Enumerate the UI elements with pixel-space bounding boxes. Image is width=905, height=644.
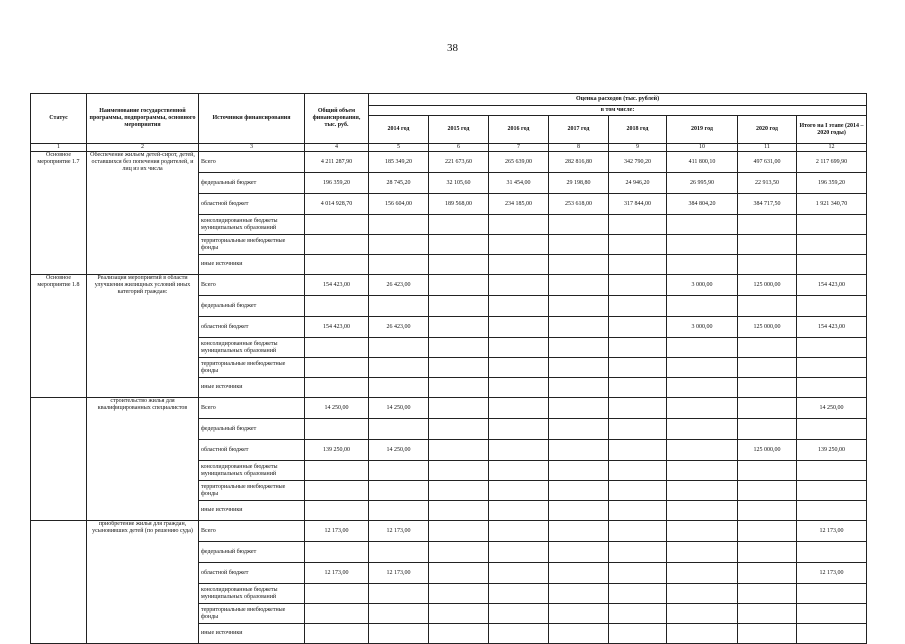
value-cell-y2017 [549,317,609,338]
value-cell-y2018 [609,624,667,644]
funding-source-cell: консолидированные бюджеты муниципальных образований [199,215,305,235]
value-cell-y2016 [489,624,549,644]
value-cell-y2018 [609,604,667,624]
value-cell-y2018 [609,521,667,542]
value-cell-y2017 [549,235,609,255]
value-cell-y2018 [609,440,667,461]
value-cell-y2017 [549,419,609,440]
value-cell-y2016 [489,398,549,419]
funding-source-cell: территориальные внебюджетные фонды [199,481,305,501]
funding-source-cell: федеральный бюджет [199,173,305,194]
value-cell-y2018 [609,563,667,584]
value-cell-y2015 [429,461,489,481]
value-cell-total [305,378,369,398]
value-cell-y2019 [667,255,738,275]
value-cell-y2017 [549,440,609,461]
measure-name-cell: Обеспечение жильем детей-сирот, детей, оставшихся без попечения родителей, и лиц из их числа [87,152,199,275]
funding-source-cell: иные источники [199,255,305,275]
value-cell-total [305,481,369,501]
value-cell-y2018 [609,461,667,481]
value-cell-y2019 [667,215,738,235]
value-cell-y2014: 26 423,00 [369,317,429,338]
value-cell-y2020: 125 000,00 [738,317,797,338]
column-number: 3 [199,144,305,152]
value-cell-y2019 [667,584,738,604]
value-cell-y2018 [609,378,667,398]
value-cell-y2020: 384 717,50 [738,194,797,215]
value-cell-total [305,584,369,604]
value-cell-y2019 [667,338,738,358]
value-cell-y2014 [369,461,429,481]
value-cell-y2014 [369,338,429,358]
funding-source-cell: консолидированные бюджеты муниципальных образований [199,584,305,604]
value-cell-stage [797,235,867,255]
value-cell-y2020 [738,501,797,521]
value-cell-total [305,604,369,624]
column-number: 2 [87,144,199,152]
value-cell-y2016 [489,501,549,521]
value-cell-y2014 [369,481,429,501]
budget-table [30,93,867,644]
value-cell-y2019: 411 800,10 [667,152,738,173]
value-cell-y2014 [369,255,429,275]
value-cell-y2016 [489,461,549,481]
value-cell-stage [797,542,867,563]
value-cell-stage: 154 423,00 [797,275,867,296]
header-sources: Источники финансирования [199,94,305,144]
value-cell-stage: 12 173,00 [797,563,867,584]
table-row [31,398,867,419]
value-cell-y2020 [738,624,797,644]
status-cell: Основное мероприятие 1.8 [31,275,87,398]
value-cell-y2014: 156 604,00 [369,194,429,215]
value-cell-y2019 [667,461,738,481]
value-cell-y2017 [549,338,609,358]
value-cell-y2020 [738,378,797,398]
value-cell-y2015 [429,501,489,521]
value-cell-y2019 [667,419,738,440]
value-cell-y2020 [738,338,797,358]
status-cell [31,398,87,521]
value-cell-y2015 [429,624,489,644]
value-cell-stage [797,481,867,501]
value-cell-total [305,338,369,358]
value-cell-stage [797,378,867,398]
value-cell-total: 154 423,00 [305,275,369,296]
value-cell-y2020 [738,604,797,624]
value-cell-y2017 [549,398,609,419]
value-cell-y2018: 24 946,20 [609,173,667,194]
value-cell-y2018 [609,235,667,255]
funding-source-cell: территориальные внебюджетные фонды [199,358,305,378]
value-cell-y2014: 185 349,20 [369,152,429,173]
funding-source-cell: федеральный бюджет [199,419,305,440]
header-estimate: Оценка расходов (тыс. рублей) [369,94,867,106]
column-number: 10 [667,144,738,152]
value-cell-y2017 [549,604,609,624]
value-cell-y2015 [429,563,489,584]
value-cell-y2015: 221 673,60 [429,152,489,173]
value-cell-y2014 [369,235,429,255]
value-cell-total: 12 173,00 [305,521,369,542]
status-cell: Основное мероприятие 1.7 [31,152,87,275]
value-cell-y2018 [609,296,667,317]
value-cell-y2020 [738,542,797,563]
funding-source-cell: федеральный бюджет [199,296,305,317]
value-cell-y2016 [489,255,549,275]
value-cell-y2020 [738,358,797,378]
value-cell-y2014 [369,501,429,521]
value-cell-y2016 [489,338,549,358]
funding-source-cell: Всего [199,275,305,296]
funding-source-cell: территориальные внебюджетные фонды [199,604,305,624]
value-cell-y2020: 22 913,50 [738,173,797,194]
value-cell-y2014 [369,604,429,624]
value-cell-y2019 [667,235,738,255]
funding-source-cell: областной бюджет [199,563,305,584]
value-cell-total [305,461,369,481]
column-number: 5 [369,144,429,152]
value-cell-total [305,542,369,563]
value-cell-y2017: 282 816,80 [549,152,609,173]
value-cell-y2014: 26 423,00 [369,275,429,296]
measure-name-cell: приобретение жилья для граждан, усыновивших детей (по решению суда) [87,521,199,644]
value-cell-y2018: 317 844,00 [609,194,667,215]
value-cell-y2018 [609,338,667,358]
header-row-1 [31,94,867,106]
funding-source-cell: иные источники [199,501,305,521]
value-cell-y2018 [609,215,667,235]
value-cell-y2015 [429,317,489,338]
table-row [31,275,867,296]
header-year-2018: 2018 год [609,116,667,144]
value-cell-y2017 [549,255,609,275]
value-cell-y2016: 234 185,00 [489,194,549,215]
value-cell-y2019 [667,501,738,521]
value-cell-y2014 [369,296,429,317]
value-cell-total [305,215,369,235]
value-cell-y2019 [667,398,738,419]
value-cell-y2018: 342 790,20 [609,152,667,173]
value-cell-y2020 [738,481,797,501]
header-total: Общий объем финансирования, тыс. руб. [305,94,369,144]
header-year-2019: 2019 год [667,116,738,144]
value-cell-y2016 [489,275,549,296]
value-cell-total: 12 173,00 [305,563,369,584]
value-cell-y2019 [667,542,738,563]
funding-source-cell: консолидированные бюджеты муниципальных образований [199,461,305,481]
value-cell-y2014: 14 250,00 [369,440,429,461]
value-cell-stage: 154 423,00 [797,317,867,338]
column-number: 4 [305,144,369,152]
value-cell-y2017 [549,542,609,563]
value-cell-y2014 [369,358,429,378]
value-cell-y2017 [549,296,609,317]
value-cell-y2018 [609,542,667,563]
value-cell-total [305,296,369,317]
value-cell-y2015 [429,338,489,358]
value-cell-stage [797,501,867,521]
value-cell-y2015 [429,521,489,542]
value-cell-y2016 [489,604,549,624]
column-number: 1 [31,144,87,152]
value-cell-total [305,501,369,521]
value-cell-y2015 [429,378,489,398]
value-cell-stage [797,419,867,440]
value-cell-y2015: 32 105,60 [429,173,489,194]
value-cell-y2020 [738,255,797,275]
header-year-2016: 2016 год [489,116,549,144]
value-cell-stage: 139 250,00 [797,440,867,461]
value-cell-stage [797,358,867,378]
funding-source-cell: Всего [199,521,305,542]
table-row [31,521,867,542]
value-cell-y2015 [429,296,489,317]
value-cell-y2014: 12 173,00 [369,521,429,542]
value-cell-y2015: 189 568,00 [429,194,489,215]
funding-source-cell: областной бюджет [199,194,305,215]
value-cell-y2017 [549,378,609,398]
funding-source-cell: территориальные внебюджетные фонды [199,235,305,255]
value-cell-y2018 [609,255,667,275]
value-cell-y2017 [549,275,609,296]
value-cell-y2017 [549,481,609,501]
measure-name-cell: строительство жилья для квалифицированных специалистов [87,398,199,521]
value-cell-total: 4 014 928,70 [305,194,369,215]
column-number: 6 [429,144,489,152]
header-year-2015: 2015 год [429,116,489,144]
value-cell-y2014: 28 745,20 [369,173,429,194]
table-body [31,152,867,644]
value-cell-total [305,624,369,644]
value-cell-stage: 196 359,20 [797,173,867,194]
value-cell-y2017 [549,563,609,584]
value-cell-stage [797,461,867,481]
value-cell-y2019 [667,358,738,378]
value-cell-y2018 [609,501,667,521]
funding-source-cell: федеральный бюджет [199,542,305,563]
value-cell-y2018 [609,481,667,501]
value-cell-y2016 [489,235,549,255]
value-cell-y2019 [667,481,738,501]
status-cell [31,521,87,644]
value-cell-stage: 2 117 699,90 [797,152,867,173]
value-cell-y2017 [549,624,609,644]
funding-source-cell: областной бюджет [199,317,305,338]
funding-source-cell: консолидированные бюджеты муниципальных образований [199,338,305,358]
value-cell-y2014 [369,215,429,235]
value-cell-y2014: 12 173,00 [369,563,429,584]
value-cell-y2014 [369,378,429,398]
column-number: 9 [609,144,667,152]
header-year-2014: 2014 год [369,116,429,144]
value-cell-stage [797,255,867,275]
value-cell-y2018 [609,275,667,296]
value-cell-y2019 [667,521,738,542]
header-including: в том числе: [369,106,867,116]
value-cell-y2020 [738,215,797,235]
value-cell-y2019: 26 995,90 [667,173,738,194]
funding-source-cell: Всего [199,398,305,419]
value-cell-y2020 [738,235,797,255]
value-cell-y2020: 125 000,00 [738,440,797,461]
value-cell-y2017: 253 618,00 [549,194,609,215]
value-cell-y2015 [429,215,489,235]
value-cell-y2015 [429,542,489,563]
value-cell-y2017 [549,501,609,521]
funding-source-cell: областной бюджет [199,440,305,461]
value-cell-y2020 [738,461,797,481]
column-number: 8 [549,144,609,152]
value-cell-total [305,358,369,378]
value-cell-y2017 [549,215,609,235]
value-cell-y2014 [369,624,429,644]
value-cell-y2016 [489,521,549,542]
value-cell-stage [797,215,867,235]
page-number: 38 [447,42,458,54]
value-cell-y2019: 3 000,00 [667,275,738,296]
value-cell-total: 196 359,20 [305,173,369,194]
value-cell-y2019 [667,624,738,644]
funding-source-cell: иные источники [199,378,305,398]
value-cell-y2019: 384 804,20 [667,194,738,215]
column-number-row [31,144,867,152]
value-cell-y2018 [609,398,667,419]
value-cell-y2016: 31 454,00 [489,173,549,194]
value-cell-y2016 [489,440,549,461]
value-cell-total [305,255,369,275]
value-cell-y2016 [489,419,549,440]
value-cell-y2017 [549,461,609,481]
value-cell-y2015 [429,358,489,378]
value-cell-y2019 [667,563,738,584]
header-year-2017: 2017 год [549,116,609,144]
value-cell-y2017: 29 198,80 [549,173,609,194]
value-cell-y2014: 14 250,00 [369,398,429,419]
column-number: 12 [797,144,867,152]
value-cell-y2014 [369,584,429,604]
value-cell-y2019 [667,604,738,624]
value-cell-y2015 [429,255,489,275]
value-cell-y2015 [429,481,489,501]
column-number: 11 [738,144,797,152]
value-cell-stage [797,604,867,624]
funding-source-cell: Всего [199,152,305,173]
value-cell-total: 139 250,00 [305,440,369,461]
column-number: 7 [489,144,549,152]
value-cell-y2018 [609,419,667,440]
value-cell-y2020: 497 631,00 [738,152,797,173]
header-status: Статус [31,94,87,144]
value-cell-y2016 [489,542,549,563]
value-cell-y2015 [429,235,489,255]
value-cell-y2017 [549,584,609,604]
value-cell-y2017 [549,521,609,542]
value-cell-y2016 [489,215,549,235]
value-cell-total [305,419,369,440]
value-cell-y2015 [429,604,489,624]
header-name: Наименование государственной программы, подпрограммы, основного мероприятия [87,94,199,144]
value-cell-y2020 [738,419,797,440]
value-cell-y2018 [609,317,667,338]
measure-name-cell: Реализация мероприятий в области улучшения жилищных условий иных категорий граждан: [87,275,199,398]
value-cell-y2015 [429,398,489,419]
value-cell-y2017 [549,358,609,378]
value-cell-y2015 [429,419,489,440]
value-cell-total: 14 250,00 [305,398,369,419]
value-cell-y2016 [489,358,549,378]
value-cell-y2020 [738,521,797,542]
value-cell-y2020 [738,563,797,584]
value-cell-y2019 [667,378,738,398]
value-cell-stage [797,338,867,358]
value-cell-y2016 [489,317,549,338]
value-cell-total: 4 211 287,90 [305,152,369,173]
value-cell-y2020: 125 000,00 [738,275,797,296]
value-cell-y2015 [429,440,489,461]
value-cell-y2019 [667,296,738,317]
funding-source-cell: иные источники [199,624,305,644]
header-year-2020: 2020 год [738,116,797,144]
value-cell-y2015 [429,584,489,604]
value-cell-stage [797,296,867,317]
value-cell-y2020 [738,296,797,317]
header-stage-total: Итого на I этапе (2014 – 2020 годы) [797,116,867,144]
value-cell-y2020 [738,584,797,604]
value-cell-y2016 [489,378,549,398]
value-cell-total [305,235,369,255]
value-cell-y2016: 265 639,00 [489,152,549,173]
value-cell-y2016 [489,296,549,317]
value-cell-stage: 12 173,00 [797,521,867,542]
value-cell-stage [797,624,867,644]
value-cell-y2015 [429,275,489,296]
value-cell-y2018 [609,584,667,604]
value-cell-y2014 [369,419,429,440]
value-cell-y2018 [609,358,667,378]
value-cell-total: 154 423,00 [305,317,369,338]
value-cell-stage: 1 921 340,70 [797,194,867,215]
value-cell-y2016 [489,584,549,604]
value-cell-y2016 [489,563,549,584]
value-cell-stage: 14 250,00 [797,398,867,419]
table-row [31,152,867,173]
value-cell-y2016 [489,481,549,501]
value-cell-y2014 [369,542,429,563]
value-cell-y2019 [667,440,738,461]
value-cell-stage [797,584,867,604]
value-cell-y2020 [738,398,797,419]
value-cell-y2019: 3 000,00 [667,317,738,338]
